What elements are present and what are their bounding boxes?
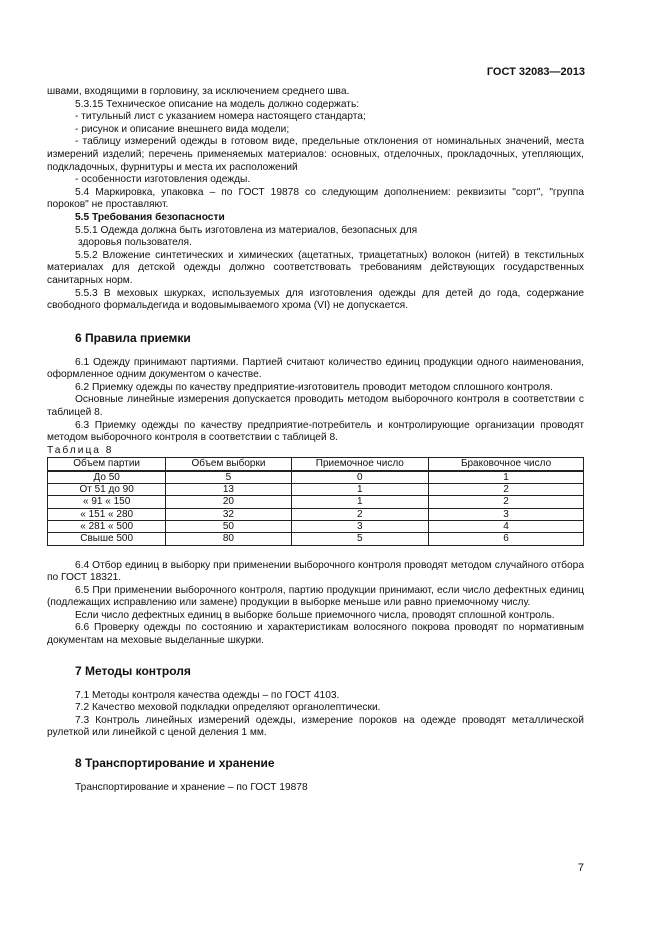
document-id-header: ГОСТ 32083—2013 — [486, 66, 585, 78]
table-row — [48, 520, 584, 532]
table-row — [48, 484, 584, 496]
page-number: 7 — [577, 862, 584, 874]
table-cell: 50 — [166, 520, 291, 532]
paragraph: 5.3.15 Техническое описание на модель должно содержать: — [75, 98, 360, 110]
table-cell: 3 — [291, 520, 429, 532]
section-heading: 8 Транспортирование и хранение — [75, 756, 275, 771]
table-cell: « 151 « 280 — [48, 508, 166, 520]
table-cell: « 91 « 150 — [48, 496, 166, 508]
table-cell: 6 — [429, 533, 584, 545]
table-cell: От 51 до 90 — [48, 484, 166, 496]
table-cell: 1 — [429, 471, 584, 484]
paragraph: 6.2 Приемку одежды по качеству предприятие-изготовитель проводит методом сплошного контроля. — [75, 381, 553, 393]
paragraph: 6.1 Одежду принимают партиями. Партией считают количество единиц продукции одного наименования, оформленное одним документом о качестве. — [47, 356, 584, 381]
paragraph: 6.5 При применении выборочного контроля, партию продукции принимают, если число дефектных единиц (подлежащих исправлению или замене) продукции в выборке меньше или равно приемочному числу. — [47, 584, 584, 609]
table-caption: Таблица 8 — [47, 444, 114, 456]
paragraph: 5.4 Маркировка, упаковка – по ГОСТ 19878 со следующим дополнением: реквизиты "сорт", "группа пороков" не проставляют. — [47, 186, 584, 211]
table-header-cell: Объем партии — [48, 458, 166, 471]
table-cell: 3 — [429, 508, 584, 520]
table-cell: 1 — [291, 496, 429, 508]
subsection-heading: 5.5 Требования безопасности — [75, 211, 225, 223]
table-cell: 2 — [429, 496, 584, 508]
page-content — [47, 86, 584, 795]
list-item: - рисунок и описание внешнего вида модели; — [75, 123, 290, 135]
table-cell: 5 — [291, 533, 429, 545]
paragraph: швами, входящими в горловину, за исключением среднего шва. — [47, 86, 350, 97]
list-item: - особенности изготовления одежды. — [75, 174, 251, 186]
table-cell: Свыше 500 — [48, 533, 166, 545]
table-cell: 2 — [291, 508, 429, 520]
table-cell: 1 — [291, 484, 429, 496]
table-cell: 13 — [166, 484, 291, 496]
table-cell: « 281 « 500 — [48, 520, 166, 532]
paragraph: Если число дефектных единиц в выборке больше приемочного числа, проводят сплошной контроль. — [75, 609, 555, 621]
table-cell: До 50 — [48, 471, 166, 484]
paragraph: 6.3 Приемку одежды по качеству предприятие-потребитель и контролирующие организации проводят методом выборочного контроля в соответствии с таблицей 8. — [47, 419, 584, 444]
paragraph: 5.5.1 Одежда должна быть изготовлена из материалов, безопасных для — [75, 224, 418, 236]
paragraph: 5.5.2 Вложение синтетических и химических (ацетатных, триацетатных) волокон (нитей) в текстильных материалах для детской одежды должно соответствовать требованиям действующих государственных санитарных норм. — [47, 249, 584, 286]
table-cell: 32 — [166, 508, 291, 520]
paragraph: 7.3 Контроль линейных измерений одежды, измерение пороков на одежде проводят металлической рулеткой или линейкой с ценой деления 1 мм. — [47, 714, 584, 739]
table-row — [48, 471, 584, 484]
table-header-cell: Объем выборки — [166, 458, 291, 471]
paragraph: 5.5.3 В меховых шкурках, используемых для изготовления одежды для детей до года, содержание свободного формальдегида и водовымываемого хрома (VI) не допускается. — [47, 287, 584, 312]
table-row — [48, 508, 584, 520]
paragraph: 7.2 Качество меховой подкладки определяют органолептически. — [75, 702, 381, 714]
list-item: - таблицу измерений одежды в готовом виде, предельные отклонения от номинальных значений, места измерений изделий; перечень применяемых материалов: основных, отделочных, прокладочных, утепляющих, подкладочных, фурнитуры и места их расположений — [47, 136, 584, 173]
paragraph: 6.4 Отбор единиц в выборку при применении выборочного контроля проводят методом случайного отбора по ГОСТ 18321. — [47, 559, 584, 584]
table-row — [48, 496, 584, 508]
table-cell: 5 — [166, 471, 291, 484]
table-row — [48, 533, 584, 545]
table-header-cell: Браковочное число — [429, 458, 584, 471]
list-item: - титульный лист с указанием номера настоящего стандарта; — [75, 111, 366, 123]
section-heading: 6 Правила приемки — [75, 330, 191, 345]
paragraph: здоровья пользователя. — [78, 237, 192, 249]
table-cell: 80 — [166, 533, 291, 545]
table-cell: 2 — [429, 484, 584, 496]
table-header-row — [48, 458, 584, 471]
paragraph: Транспортирование и хранение – по ГОСТ 19878 — [75, 782, 308, 794]
paragraph: 7.1 Методы контроля качества одежды – по ГОСТ 4103. — [75, 689, 340, 701]
table-cell: 20 — [166, 496, 291, 508]
acceptance-table — [47, 457, 584, 545]
paragraph: 6.6 Проверку одежды по состоянию и характеристикам волосяного покрова проводят по нормативным документам на меховые выделанные шкурки. — [47, 622, 584, 647]
section-heading: 7 Методы контроля — [75, 663, 191, 678]
table-header-cell: Приемочное число — [291, 458, 429, 471]
table-cell: 0 — [291, 471, 429, 484]
paragraph: Основные линейные измерения допускается проводить методом выборочного контроля в соответствии с таблицей 8. — [47, 394, 584, 419]
table-cell: 4 — [429, 520, 584, 532]
